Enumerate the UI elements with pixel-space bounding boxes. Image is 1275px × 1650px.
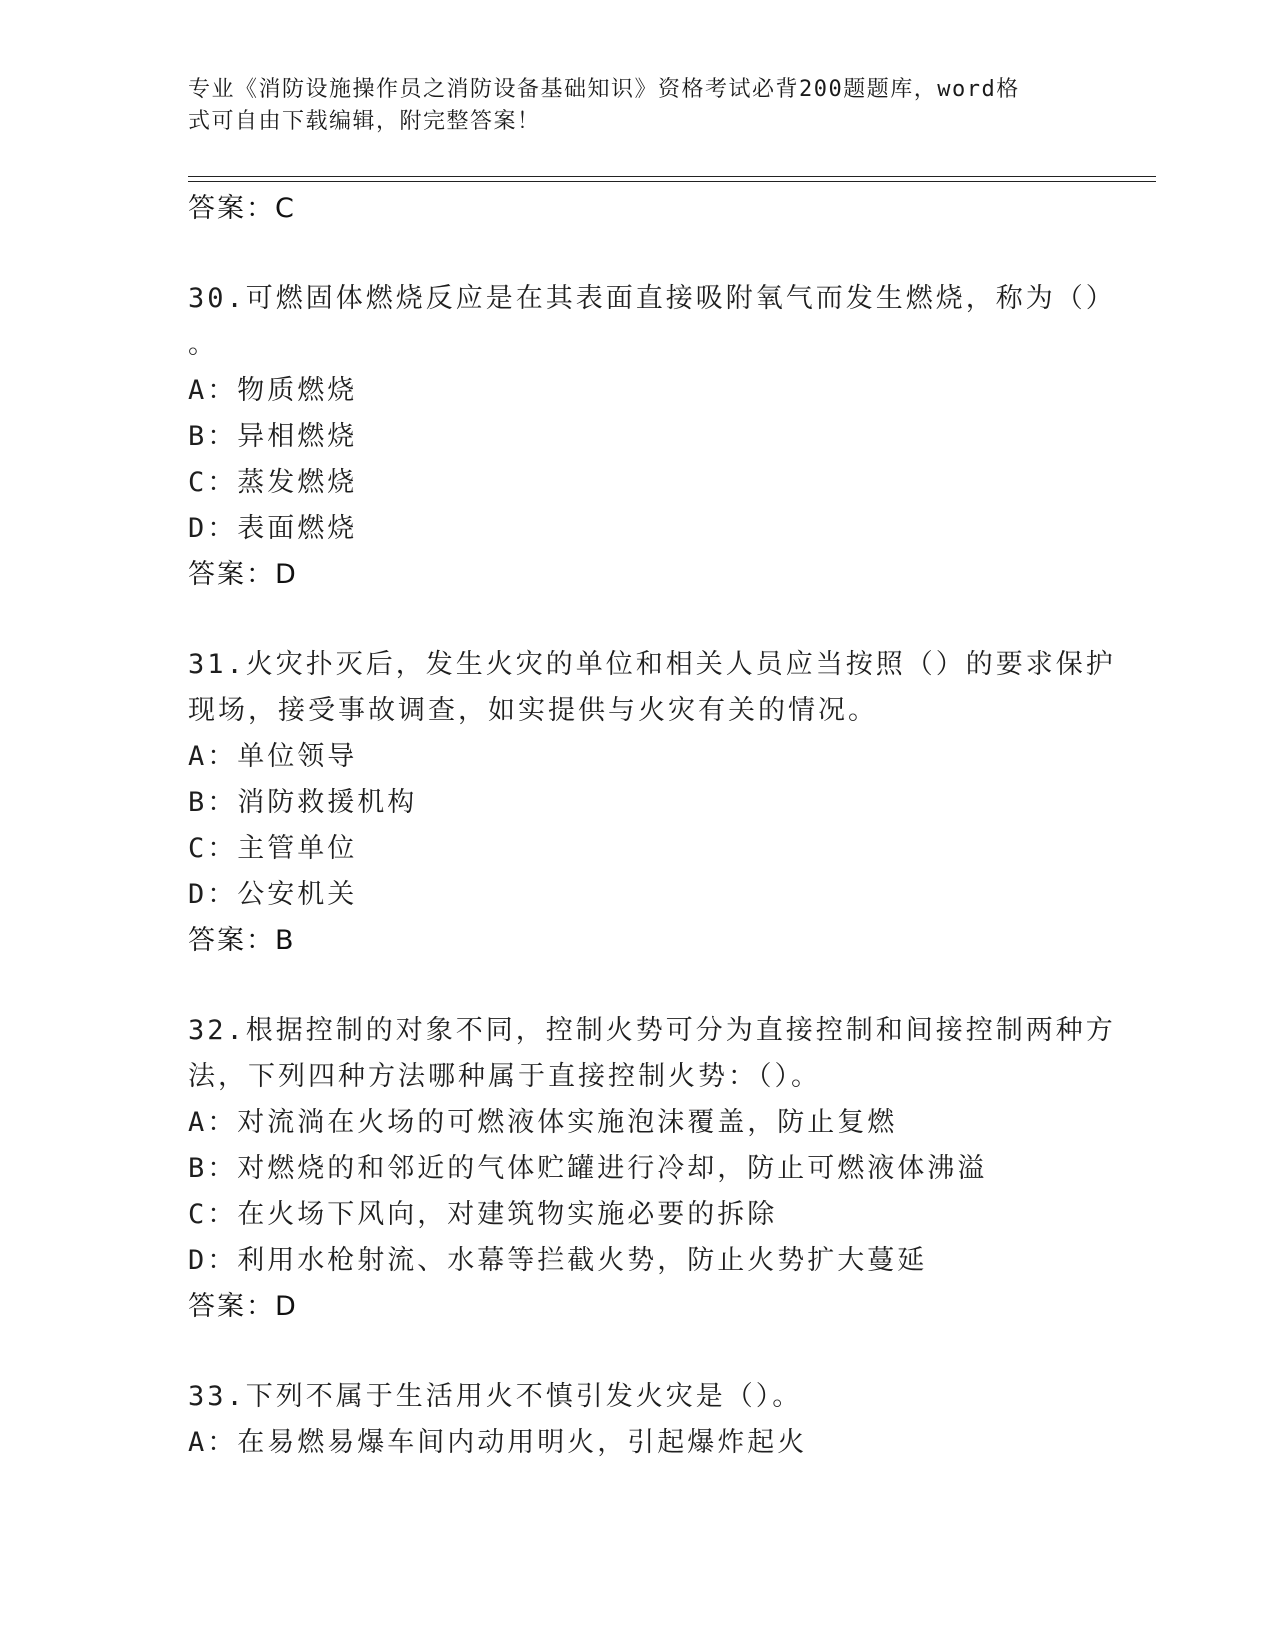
header-rule-top xyxy=(188,176,1156,177)
spacer xyxy=(188,964,1088,1008)
question-stem: 。 xyxy=(188,329,218,360)
option-c: C：主管单位 xyxy=(188,833,358,864)
question-33 xyxy=(188,1374,1088,1466)
option-d: D：利用水枪射流、水幕等拦截火势，防止火势扩大蔓延 xyxy=(188,1245,928,1276)
header-rule-bottom xyxy=(188,181,1156,182)
question-30 xyxy=(188,276,1116,598)
answer: 答案：D xyxy=(188,1291,298,1322)
header-line-2: 式可自由下载编辑，附完整答案！ xyxy=(188,109,541,134)
question-stem: 法，下列四种方法哪种属于直接控制火势：（）。 xyxy=(188,1061,821,1092)
question-list xyxy=(188,186,1116,1466)
question-stem: 31.火灾扑灭后，发生火灾的单位和相关人员应当按照（）的要求保护 xyxy=(188,649,1116,680)
option-a: A：单位领导 xyxy=(188,741,358,772)
option-b: B：异相燃烧 xyxy=(188,421,358,452)
option-b: B：对燃烧的和邻近的气体贮罐进行冷却，防止可燃液体沸溢 xyxy=(188,1153,988,1184)
spacer xyxy=(188,1330,1088,1374)
question-stem: 32.根据控制的对象不同，控制火势可分为直接控制和间接控制两种方 xyxy=(188,1015,1116,1046)
spacer xyxy=(188,232,1088,276)
document-header xyxy=(188,74,1068,138)
answer: 答案：D xyxy=(188,559,298,590)
answer: 答案：B xyxy=(188,925,296,956)
question-stem: 30.可燃固体燃烧反应是在其表面直接吸附氧气而发生燃烧，称为（） xyxy=(188,283,1116,314)
option-a: A：对流淌在火场的可燃液体实施泡沫覆盖，防止复燃 xyxy=(188,1107,898,1138)
question-31 xyxy=(188,642,1116,964)
option-a: A：在易燃易爆车间内动用明火，引起爆炸起火 xyxy=(188,1427,808,1458)
header-line-1: 专业《消防设施操作员之消防设备基础知识》资格考试必背200题题库，word格 xyxy=(188,77,1020,102)
option-a: A：物质燃烧 xyxy=(188,375,358,406)
question-stem: 33.下列不属于生活用火不慎引发火灾是（）。 xyxy=(188,1381,803,1412)
option-d: D：公安机关 xyxy=(188,879,358,910)
answer-29: 答案：C xyxy=(188,193,296,224)
option-c: C：蒸发燃烧 xyxy=(188,467,358,498)
question-stem: 现场，接受事故调查，如实提供与火灾有关的情况。 xyxy=(188,695,878,726)
option-c: C：在火场下风向，对建筑物实施必要的拆除 xyxy=(188,1199,778,1230)
spacer xyxy=(188,598,1088,642)
option-d: D：表面燃烧 xyxy=(188,513,358,544)
question-32 xyxy=(188,1008,1116,1330)
option-b: B：消防救援机构 xyxy=(188,787,418,818)
